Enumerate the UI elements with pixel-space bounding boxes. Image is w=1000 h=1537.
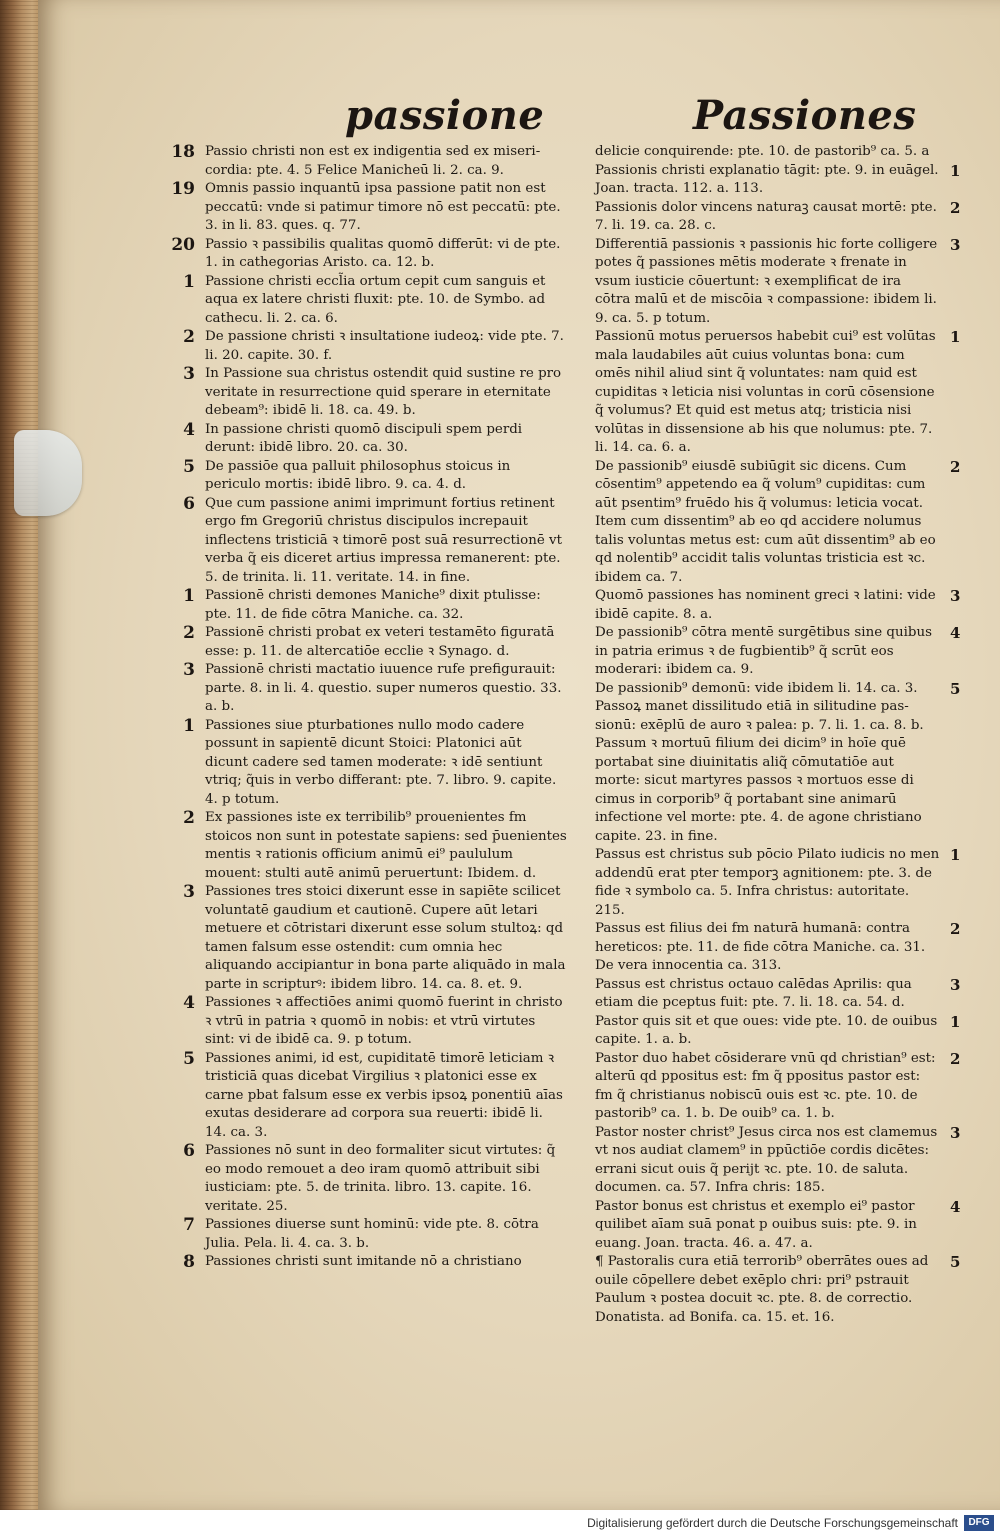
entry-number: 2 — [183, 327, 195, 347]
index-entry — [183, 364, 567, 421]
entry-text: In passione christi quomō discipuli spem perdi derunt: ibidē libro. 20. ca. 30. — [205, 421, 523, 455]
index-entry — [595, 1012, 961, 1050]
entry-number: 2 — [950, 198, 961, 217]
entry-text: De passionib⁹ eiusdē subiūgit sic dicens. Cum cōsentim⁹ appetendo ea q̃ volum⁹ cupiditas: cum aūt psentim⁹ fruēdo his q̃ volumus: leticia vocat. Item cum dissentim⁹ ab eo qd accidere nolumus talis voluntas metus est: cum aūt dissentim⁹ ab eo qd nolentib⁹ accidit talis voluntas tristicia est ꝛc. ibidem ca. 7. — [595, 458, 936, 585]
entry-number: 3 — [950, 1123, 961, 1142]
entry-text: Passione christi eccl̃ia ortum cepit cum sanguis et aqua ex latere christi fluxit: pte. 10. de Symbo. ad cathecu. li. 2. ca. 6. — [205, 273, 546, 326]
index-entry — [595, 198, 961, 236]
index-entry — [183, 271, 567, 329]
entry-text: Passus est filius dei fm naturā humanā: contra hereticos: pte. 11. de fide cōtra Maniche. ca. 31. De vera innocentia ca. 313. — [595, 921, 926, 973]
entry-text: Differentiā passionis ꝛ passionis hic forte colligere potes q̃ passiones mētis moderate ꝛ frenate in vsum iusticie cōuertunt: ꝛ exemplificat de ira cōtra malū et de miscōia ꝛ compassione: ibidem li. 9. ca. 5. p totum. — [595, 236, 938, 326]
entry-text: Pastor bonus est christus et exemplo ei⁹ pastor quilibet aīam suā ponat p ouibus suis: pte. 9. in euang. Joan. tracta. 46. a. 47. a. — [595, 1198, 917, 1251]
entry-text: In Passione sua christus ostendit quid sustine re pro veritate in resurrectione quid sperare in eternitate debeam⁹: ibidē li. 18. ca. 49. b. — [205, 366, 562, 418]
entry-text: Passiones siue pturbationes nullo modo cadere possunt in sapientē dicunt Stoici: Platonici aūt dicunt cadere sed tamen moderate: ꝛ idē sentiunt vtriq; q̃uis in verbo differant: pte. 7. libro. 9. capite. 4. p totum. — [205, 717, 557, 807]
index-entry — [183, 456, 567, 495]
entry-text: Passiones nō sunt in deo formaliter sicut virtutes: q̃ eo modo remouet a deo iram quomō attribuit sibi iusticiam: pte. 5. de trinita. libro. 13. capite. 16. veritate. 25. — [205, 1143, 556, 1214]
index-entry — [595, 235, 961, 329]
index-entry — [595, 161, 961, 199]
entry-number: 2 — [950, 1049, 961, 1068]
entry-number: 1 — [183, 586, 195, 606]
entry-text: Passionis christi explanatio tāgit: pte. 9. in euāgel. Joan. tracta. 112. a. 113. — [595, 162, 939, 196]
dfg-logo: DFG — [964, 1515, 994, 1531]
entry-number: 2 — [183, 623, 195, 643]
entry-number: 3 — [950, 235, 961, 254]
entry-number: 2 — [950, 457, 961, 476]
entry-text: delicie conquirende: pte. 10. de pastorib⁹ ca. 5. a — [595, 144, 930, 159]
entry-number: 5 — [183, 1048, 195, 1069]
index-entry — [183, 1215, 567, 1253]
entry-number: 3 — [183, 660, 195, 680]
index-entry — [183, 715, 567, 810]
header-right: Passiones — [693, 92, 917, 139]
entry-text: De passionib⁹ demonū: vide ibidem li. 14. ca. 3. Passoꝝ manet dissilitudo etiā in silitudine passionū: exēplū de auro ꝛ palea: p. 7. li. 1. ca. 8. b. Passum ꝛ mortuū filium dei dicim⁹ in hoīe quē portabat sine diuinitatis aliq̃ cōmutatiōe aut morte: sicut martyres passos ꝛ mortuos esse di cimus in corporib⁹ q̃ portabant sine animarū infectione vel morte: pte. 4. de agone christiano capite. 23. in fine. — [595, 680, 924, 844]
entry-text: Passio christi non est ex indigentia sed ex misericordia: pte. 4. 5 Felice Manicheū li. 2. ca. 9. — [205, 144, 541, 178]
entry-number: 8 — [183, 1252, 195, 1272]
index-entry — [183, 808, 567, 883]
entry-text: Passiones ꝛ affectiōes animi quomō fuerint in christo ꝛ vtrū in patria ꝛ quomō in nobis: et vtrū virtutes sint: vi de ibidē ca. 9. p totum. — [205, 995, 563, 1047]
entry-text: De passione christi ꝛ insultatione iudeoꝝ: vide pte. 7. li. 20. capite. 30. f. — [205, 329, 564, 363]
entry-number: 20 — [171, 234, 195, 255]
index-entry — [171, 234, 567, 273]
entry-text: Passionē christi demones Maniche⁹ dixit ptulisse: pte. 11. de fide cōtra Maniche. ca. 32. — [205, 588, 541, 622]
header-left: passione — [345, 92, 545, 139]
index-entry — [595, 679, 961, 847]
index-entry — [183, 1048, 567, 1143]
right-column — [595, 143, 961, 1327]
index-entry — [595, 624, 961, 680]
entry-number: 5 — [950, 679, 961, 698]
entry-text: Pastor duo habet cōsiderare vnū qd christian⁹ est: alterū qd ppositus est: fm q̃ ppositus pastor est: fm q̃ christianus nobiscū ouis est ꝛc. pte. 10. de pastorib⁹ ca. 1. b. De ouib⁹ ca. 1. b. — [595, 1050, 936, 1121]
footer-bar — [0, 1510, 1000, 1537]
index-entry — [595, 975, 961, 1013]
entry-number: 1 — [950, 1012, 961, 1031]
index-entry — [183, 993, 567, 1050]
entry-text: Passiones christi sunt imitande nō a christiano — [205, 1254, 522, 1269]
entry-number: 1 — [950, 846, 961, 864]
entry-text: Quomō passiones has nominent greci ꝛ latini: vide ibidē capite. 8. a. — [595, 588, 936, 622]
index-entry — [595, 1253, 961, 1327]
entry-number: 1 — [950, 328, 961, 346]
entry-number: 1 — [950, 161, 961, 180]
entry-text: De passiōe qua palluit philosophus stoicus in periculo mortis: ibidē libro. 9. ca. 4. d. — [205, 458, 511, 492]
entry-number: 4 — [950, 624, 961, 642]
entry-number: 1 — [183, 271, 195, 292]
index-entry — [183, 493, 567, 588]
index-entry — [183, 327, 567, 365]
entry-number: 7 — [183, 1215, 195, 1235]
entry-number: 2 — [183, 808, 195, 828]
index-entry — [183, 623, 567, 661]
entry-text: Passiones animi, id est, cupiditatē timorē leticiam ꝛ tristiciā quas dicebat Virgilius ꝛ platonici esse ex carne pbat falsum esse ex verbis ipsoꝝ ponentiū aīas exutas desiderare ad corpora sua reuerti: ibidē li. 14. ca. 3. — [205, 1050, 563, 1140]
entry-number: 3 — [183, 882, 195, 902]
index-entry — [595, 920, 961, 976]
entry-text: Passionē christi probat ex veteri testamēto figuratā esse: p. 11. de altercatiōe ecclie ꝛ Synago. d. — [205, 625, 555, 659]
index-entry — [171, 179, 567, 236]
entry-text: Passionū motus peruersos habebit cui⁹ est volūtas mala laudabiles aūt cuius voluntas bona: cum omēs nihil aliud sint q̃ voluntates: nam quid est cupiditas ꝛ leticia nisi voluntas in corū cōsensione q̃ volumus? Et quid est metus atq; tristicia nisi volūtas in dissensione ab his que nolumus: pte. 7. li. 14. ca. 6. a. — [595, 329, 936, 455]
entry-number: 4 — [183, 419, 195, 440]
index-entry — [595, 457, 961, 588]
page-clip — [14, 430, 82, 516]
entry-text: De passionib⁹ cōtra mentē surgētibus sine quibus in patria erimus ꝛ de fugbientib⁹ q̃ scrūt eos moderari: ibidem ca. 9. — [595, 625, 932, 677]
index-entry — [595, 328, 961, 458]
entry-text: Que cum passione animi imprimunt fortius retinent ergo fm Gregoriū christus discipulos increpauit inflectens tristiciā ꝛ timorē post suā resurrectionē vt verba q̃ eis diceret artius impressa remanerent: pte. 5. de trinita. li. 11. veritate. 14. in fine. — [205, 495, 562, 585]
index-entry — [595, 587, 961, 624]
entry-number: 19 — [171, 179, 195, 199]
index-entry — [595, 143, 940, 162]
index-entry — [595, 1049, 961, 1124]
entry-text: Passiones tres stoici dixerunt esse in sapiēte scilicet voluntatē gaudium et cautionē. Cupere aūt letari metuere et cōtristari dixerunt esse solum stultoꝝ: qd tamen falsum esse ostendit: cum omnia hec aliquando accipiantur in bona parte aliquādo in mala parte in scripturꝰ: ibidem libro. 14. ca. 8. et. 9. — [205, 884, 566, 992]
entry-number: 3 — [183, 364, 195, 384]
entry-number: 1 — [183, 715, 195, 736]
index-entry — [183, 586, 567, 624]
index-entry — [595, 1123, 961, 1198]
entry-text: Pastor noster christ⁹ Jesus circa nos est clamemus vt nos audiat clamem⁹ in ppūctiōe cordis dicētes: errani sicut ouis q̃ perijt ꝛc. pte. 10. de saluta. documen. ca. 57. Infra chris: 185. — [595, 1124, 938, 1195]
index-entry — [183, 660, 567, 717]
entry-number: 5 — [950, 1253, 961, 1271]
entry-number: 5 — [183, 456, 195, 477]
entry-text: Passionis dolor vincens naturaꝫ causat mortē: pte. 7. li. 19. ca. 28. c. — [595, 199, 937, 233]
index-entry — [183, 419, 567, 458]
book-edge-pages — [0, 0, 40, 1510]
footer-credit: Digitalisierung gefördert durch die Deutsche Forschungsgemeinschaft — [587, 1516, 958, 1530]
entry-text: Ex passiones iste ex terribilib⁹ prouenientes fm stoicos non sunt in potestate sapiens: sed p̄uenientes mentis ꝛ rationis officium animū ei⁹ paululum mouent: stulti autē animū peruertunt: Ibidem. d. — [205, 810, 567, 881]
entry-number: 4 — [183, 993, 195, 1013]
entry-number: 3 — [950, 975, 961, 994]
entry-text: Passio ꝛ passibilis qualitas quomō differūt: vi de pte. 1. in cathegorias Aristo. ca. 12. b. — [205, 236, 561, 270]
entry-text: Pastor quis sit et que oues: vide pte. 10. de ouibus capite. 1. a. b. — [595, 1013, 938, 1047]
left-column — [171, 142, 567, 1272]
entry-number: 3 — [950, 587, 961, 605]
index-entry — [171, 142, 567, 180]
entry-number: 6 — [183, 1141, 195, 1161]
entry-number: 4 — [950, 1197, 961, 1216]
index-entry — [183, 1141, 567, 1216]
entry-number: 2 — [950, 920, 961, 938]
entry-text: ¶ Pastoralis cura etiā terrorib⁹ oberrātes oues ad ouile cōpellere debet exēplo chri: pri⁹ pstrauit Paulum ꝛ postea docuit ꝛc. pte. 8. de correctio. Donatista. ad Bonifa. ca. 15. et. 16. — [595, 1254, 929, 1325]
entry-text: Omnis passio inquantū ipsa passione patit non est peccatū: vnde si patimur timore nō est peccatū: pte. 3. in li. 83. ques. q. 77. — [205, 181, 561, 233]
index-entry — [595, 1197, 961, 1254]
entry-text: Passiones diuerse sunt hominū: vide pte. 8. cōtra Julia. Pela. li. 4. ca. 3. b. — [205, 1217, 539, 1251]
entry-number: 18 — [171, 142, 195, 162]
entry-text: Passus est christus sub pōcio Pilato iudicis no men addendū erat pter temporꝫ agnitionem: pte. 3. de fide ꝛ symbolo ca. 5. Infra christus: autoritate. 215. — [595, 847, 940, 918]
index-entry — [595, 846, 961, 920]
index-entry — [183, 882, 567, 994]
entry-text: Passus est christus octauo calēdas Aprilis: qua etiam die pceptus fuit: pte. 7. li. 18. ca. 54. d. — [595, 976, 912, 1010]
entry-number: 6 — [183, 493, 195, 514]
index-entry — [183, 1252, 567, 1272]
entry-text: Passionē christi mactatio iuuence rufe prefigurauit: parte. 8. in li. 4. questio. super numeros questio. 33. a. b. — [205, 662, 562, 714]
